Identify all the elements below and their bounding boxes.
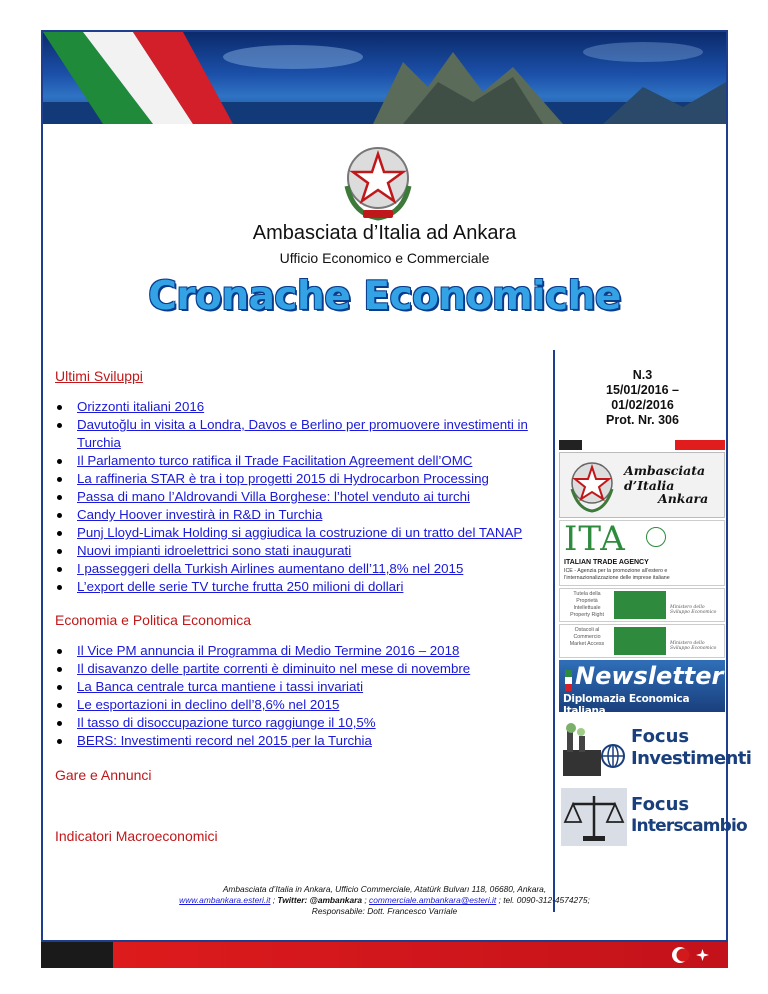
ita-agency-name: ITALIAN TRADE AGENCY [564, 559, 649, 566]
office-subtitle: Ufficio Economico e Commerciale [279, 250, 490, 266]
news-link[interactable]: L’export delle serie TV turche frutta 250 milioni di dollari [77, 579, 404, 594]
news-link[interactable]: Il tasso di disoccupazione turco raggiunge il 10,5% [77, 715, 376, 730]
ostacoli-ministry: Ministero dello Sviluppo Economico [670, 641, 717, 651]
newsletter-subtitle: Diplomazia Economica Italiana [563, 693, 690, 717]
bottom-turkish-bar [41, 942, 728, 968]
ita-desc-line1: ICE - Agenzia per la promozione all’estero e [564, 568, 668, 574]
newsletter-name: Cronache Economiche [148, 274, 621, 319]
focus-inv-line2: Investimenti [631, 748, 752, 769]
list-item [51, 506, 551, 524]
ambasciata-banner-link[interactable] [559, 452, 725, 518]
ita-banner-link[interactable] [559, 520, 725, 586]
section-title-economia[interactable]: Economia e Politica Economica [55, 612, 252, 628]
ita-desc-line2: l’internazionalizzazione delle imprese italiane [564, 575, 670, 581]
issue-info [559, 368, 726, 428]
list-item [51, 642, 551, 660]
ostacoli-banner-link[interactable] [559, 624, 725, 658]
news-link[interactable]: Il Vice PM annuncia il Programma di Medio Termine 2016 – 2018 [77, 643, 460, 658]
list-item [51, 542, 551, 560]
section-title-gare[interactable]: Gare e Annunci [55, 767, 152, 783]
news-link[interactable]: Punj Lloyd-Limak Holding si aggiudica la costruzione di un tratto del TANAP [77, 525, 523, 540]
issue-number: N.3 [632, 368, 653, 382]
email-link[interactable]: commerciale.ambankara@esteri.it [369, 895, 497, 905]
list-item [51, 678, 551, 696]
news-link[interactable]: Candy Hoover investirà in R&D in Turchia [77, 507, 323, 522]
italian-emblem-icon [564, 457, 620, 513]
ambasciata-logo-line2: Ankara [658, 491, 709, 506]
flag-red-square [565, 684, 572, 691]
focus-int-line2: Interscambio [631, 816, 747, 836]
ultimi-list [51, 398, 551, 596]
column-divider [553, 350, 555, 912]
list-item [51, 470, 551, 488]
twitter-handle: Twitter: @ambankara [277, 895, 363, 905]
footer-separator: ; [270, 895, 278, 905]
tutela-line1: Tutela della [573, 591, 601, 597]
news-link[interactable]: Il Parlamento turco ratifica il Trade Facilitation Agreement dell’OMC [77, 453, 473, 468]
scales-icon [561, 788, 627, 846]
ita-circle-icon [646, 527, 666, 547]
section-title-ultimi[interactable]: Ultimi Sviluppi [55, 368, 143, 384]
ostacoli-line2: Commercio [573, 634, 601, 640]
issue-protocol: Prot. Nr. 306 [606, 413, 679, 427]
tutela-line2: Proprietà Intellettuale [573, 598, 601, 611]
bottom-dark-block [41, 942, 113, 968]
flag-green-square [565, 670, 572, 677]
section-title-indicatori[interactable]: Indicatori Macroeconomici [55, 828, 218, 844]
list-item [51, 488, 551, 506]
footer-separator: ; [362, 895, 370, 905]
news-link[interactable]: La raffineria STAR è tra i top progetti 2015 di Hydrocarbon Processing [77, 471, 489, 486]
tutela-line3: Property Right [570, 612, 604, 618]
banner-landscape-image [43, 32, 726, 124]
footer [43, 884, 726, 917]
header-banner [43, 32, 726, 124]
news-link[interactable]: Orizzonti italiani 2016 [77, 399, 205, 414]
green-block [614, 591, 666, 619]
news-link[interactable]: Passa di mano l’Aldrovandi Villa Borghese: l’hotel venduto ai turchi [77, 489, 470, 504]
list-item [51, 398, 551, 416]
news-link[interactable]: Il disavanzo delle partite correnti è diminuito nel mese di novembre [77, 661, 471, 676]
focus-investimenti-link[interactable] [559, 718, 752, 780]
newsletter-banner-link[interactable] [559, 660, 725, 717]
ambasciata-logo-line1: Ambasciata d’Italia [624, 463, 706, 493]
page-frame [41, 30, 752, 942]
list-item [51, 732, 551, 750]
news-link[interactable]: La Banca centrale turca mantiene i tassi invariati [77, 679, 364, 694]
tutela-banner-link[interactable] [559, 588, 725, 622]
list-item [51, 578, 551, 596]
focus-interscambio-link[interactable] [559, 786, 747, 848]
list-item [51, 452, 551, 470]
news-link[interactable]: I passeggeri della Turkish Airlines aumentano dell’11,8% nel 2015 [77, 561, 464, 576]
footer-phone: ; tel. 0090-312-4574275; [496, 895, 590, 905]
issue-date-start: 15/01/2016 – [606, 383, 679, 397]
news-link[interactable]: Davutoğlu in visita a Londra, Davos e Berlino per promuovere investimenti in Turchia [77, 417, 528, 450]
website-link[interactable]: www.ambankara.esteri.it [179, 895, 271, 905]
newsletter-title: Newsletter [575, 662, 724, 690]
list-item [51, 660, 551, 678]
list-item [51, 714, 551, 732]
list-item [51, 696, 551, 714]
ostacoli-line1: Ostacoli al [574, 627, 600, 633]
flag-strip [559, 440, 725, 450]
list-item [51, 524, 551, 542]
factory-globe-icon [561, 720, 627, 778]
footer-responsible: Responsabile: Dott. Francesco Varriale [311, 906, 458, 916]
news-link[interactable]: BERS: Investimenti record nel 2015 per la Turchia [77, 733, 372, 748]
ita-mark: ITA [564, 519, 626, 559]
ostacoli-text [562, 627, 612, 648]
tutela-ministry: Ministero dello Sviluppo Economico [670, 605, 717, 615]
flag-white-square [565, 677, 572, 684]
footer-address: Ambasciata d’Italia in Ankara, Ufficio Commerciale, Atatürk Bulvarı 118, 06680, Ankara, [222, 884, 547, 894]
issue-date-end: 01/02/2016 [611, 398, 674, 412]
focus-inv-line1: Focus [631, 726, 690, 747]
news-link[interactable]: Le esportazioni in declino dell’8,6% nel 2015 [77, 697, 340, 712]
crescent-star-icon [668, 945, 714, 965]
footer-contacts [43, 895, 726, 906]
tutela-text [562, 591, 612, 619]
news-link[interactable]: Nuovi impianti idroelettrici sono stati inaugurati [77, 543, 352, 558]
italian-emblem-icon [333, 136, 423, 226]
green-block [614, 627, 666, 655]
embassy-title: Ambasciata d’Italia ad Ankara [252, 222, 517, 244]
focus-int-line1: Focus [631, 794, 690, 815]
ostacoli-line3: Market Access [569, 641, 605, 647]
list-item [51, 416, 551, 452]
list-item [51, 560, 551, 578]
economia-list [51, 642, 551, 750]
